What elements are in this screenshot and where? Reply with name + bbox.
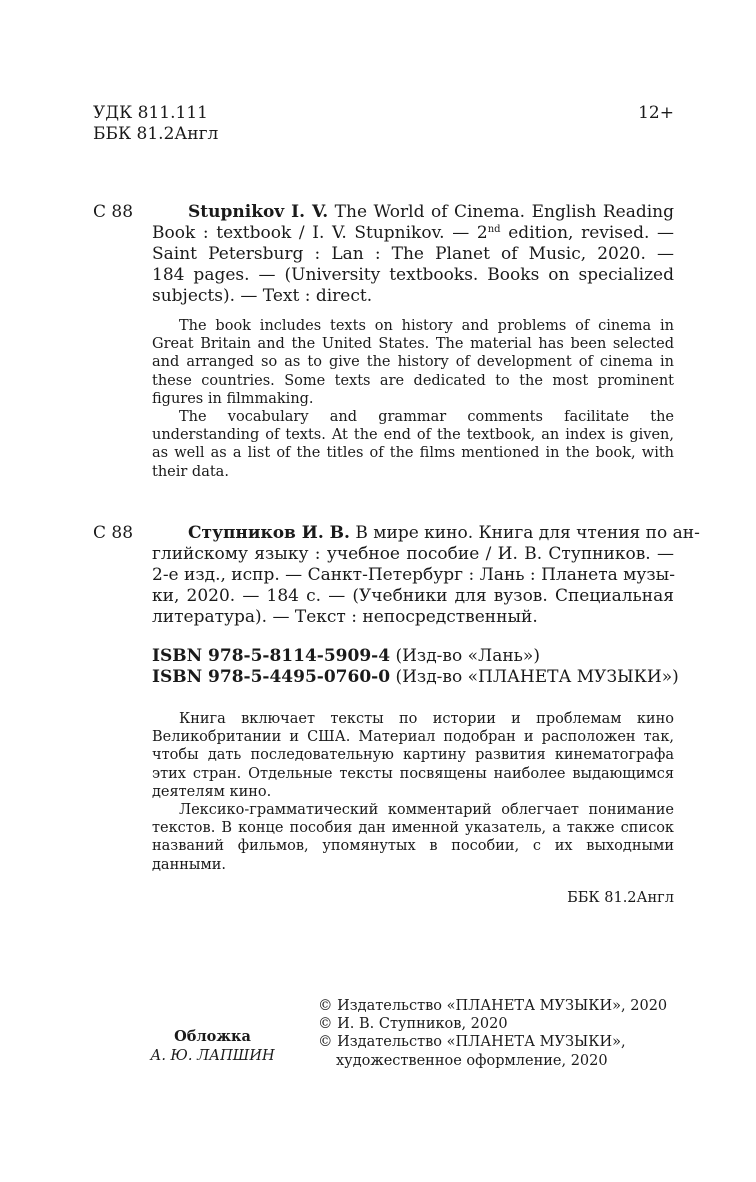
russian-entry-line-4: ки, 2020. — 184 с. — (Учебники для вузов. Специальная (152, 586, 674, 606)
english-entry-author: Stupnikov I. V. (188, 202, 329, 222)
copyright-line-1: © Издательство «ПЛАНЕТА МУЗЫКИ», 2020 (318, 998, 668, 1014)
bbk-code: ББК 81.2Англ (93, 124, 219, 144)
russian-annotation-paragraph-2: Лексико-грамматический комментарий облегчает понимание текстов. В конце пособия дан именной указатель, а также список названий фильмов, упомянутых в пособии, с их выходными данными. (152, 802, 674, 873)
isbn-2: ISBN 978-5-4495-0760-0 (152, 667, 391, 687)
english-entry-line-1: Stupnikov I. V. The World of Cinema. English Reading (188, 202, 674, 222)
ordinal-superscript: nd (487, 224, 501, 235)
english-entry-line-3: Saint Petersburg : Lan : The Planet of Music, 2020. — (152, 244, 674, 264)
isbn-1: ISBN 978-5-8114-5909-4 (152, 646, 391, 666)
copyright-line-4: художественное оформление, 2020 (336, 1052, 608, 1069)
english-entry-code: С 88 (93, 202, 134, 222)
cover-credit-label: Обложка (174, 1028, 251, 1045)
russian-entry-line-3: 2-е изд., испр. — Санкт-Петербург : Лань : Планета музы- (152, 565, 675, 585)
english-entry (152, 202, 674, 307)
isbn-line-2: ISBN 978-5-4495-0760-0 (Изд-во «ПЛАНЕТА МУЗЫКИ») (152, 667, 679, 687)
russian-entry-author: Ступников И. В. (188, 523, 350, 543)
russian-entry-line-5: литература). — Текст : непосредственный. (152, 607, 538, 627)
isbn-block (152, 646, 679, 688)
english-entry-line-2: Book : textbook / I. V. Stupnikov. — 2nd edition, revised. — (152, 223, 675, 243)
russian-entry-code: С 88 (93, 523, 134, 543)
age-rating: 12+ (638, 103, 674, 123)
udk-code: УДК 811.111 (93, 103, 208, 123)
russian-entry (152, 523, 700, 628)
russian-entry-line-1: Ступников И. В. В мире кино. Книга для чтения по ан- (188, 523, 700, 543)
copyright-line-2: © И. В. Ступников, 2020 (318, 1016, 508, 1033)
english-annotation-paragraph-2: The vocabulary and grammar comments facilitate the understanding of texts. At the end of the textbook, an index is given, as well as a list of the titles of the films mentioned in the book, with their data. (152, 409, 674, 480)
english-entry-line-4: 184 pages. — (University textbooks. Books on specialized (152, 265, 674, 285)
copyright-line-3: © Издательство «ПЛАНЕТА МУЗЫКИ», (318, 1034, 626, 1051)
copyright-block (318, 997, 674, 1070)
english-annotation (152, 317, 674, 481)
english-entry-line-5: subjects). — Text : direct. (152, 286, 373, 306)
russian-annotation (152, 710, 674, 874)
footer-bbk: ББК 81.2Англ (567, 890, 674, 906)
isbn-line-1: ISBN 978-5-8114-5909-4 (Изд-во «Лань») (152, 646, 540, 666)
russian-annotation-paragraph-1: Книга включает тексты по истории и проблемам кино Великобритании и США. Материал подобран и расположен так, чтобы дать последовательную картину развития кинематографа этих стран. Отдельные тексты посвящены наиболее выдающимся деятелям кино. (152, 711, 674, 800)
russian-entry-line-2: глийскому языку : учебное пособие / И. В. Ступников. — (152, 544, 674, 564)
english-annotation-paragraph-1: The book includes texts on history and problems of cinema in Great Britain and the United States. The material has been selected and arranged so as to give the history of development of cinema in these countries. Some texts are dedicated to the most prominent figures in filmmaking. (152, 318, 674, 407)
cover-credit-name: А. Ю. ЛАПШИН (150, 1048, 275, 1064)
